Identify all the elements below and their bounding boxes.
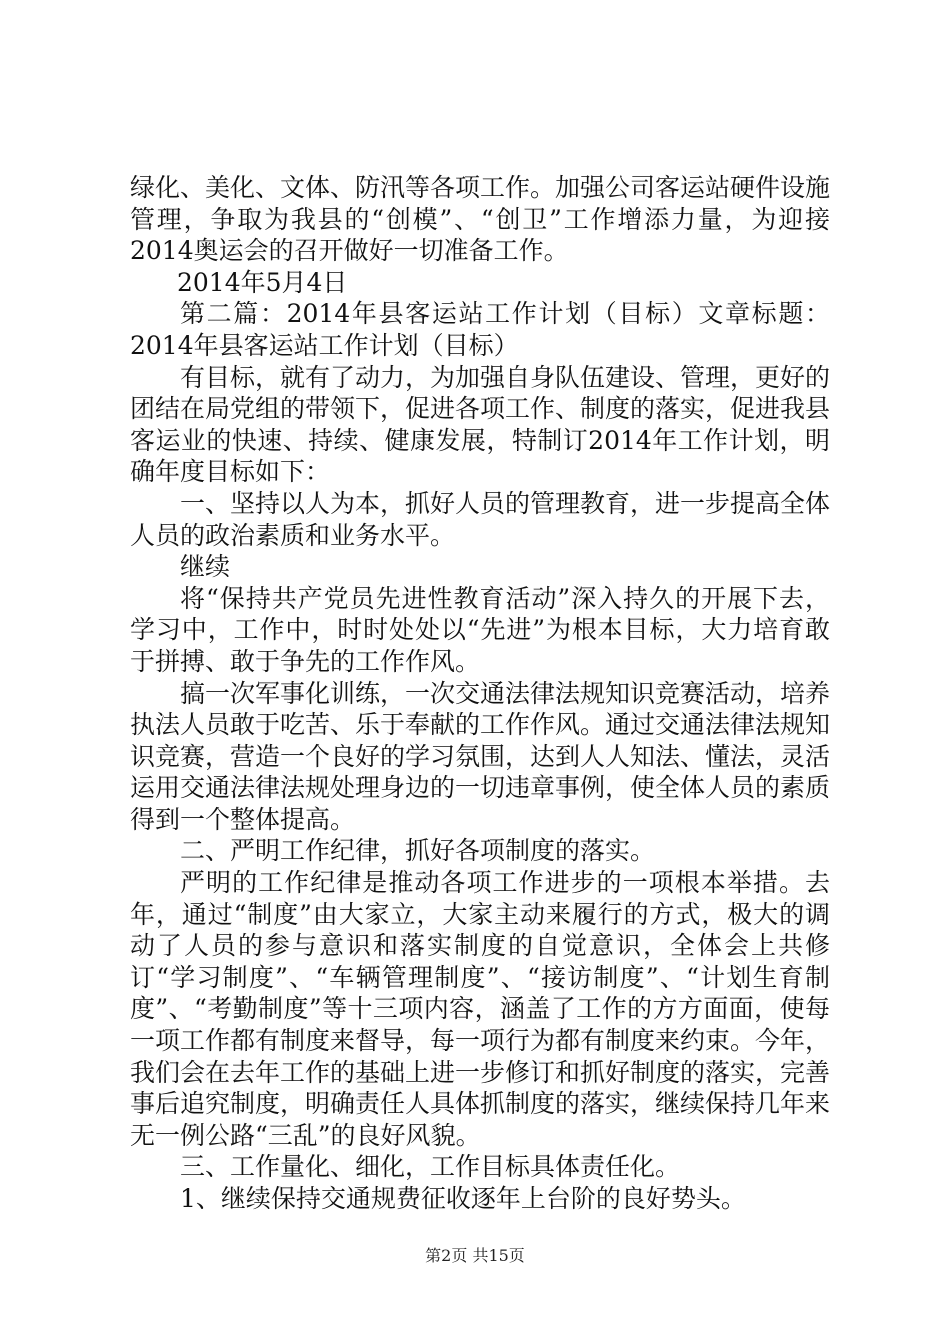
paragraph-training: 搞一次军事化训练，一次交通法律法规知识竞赛活动，培养执法人员敢于吃苦、乐于奉献的工作作风。通过交通法律法规知识竞赛，营造一个良好的学习氛围，达到人人知法、懂法，灵活运用交通法律法规处理身边的一切违章事例，使全体人员的素质得到一个整体提高。	[130, 678, 831, 834]
page-number-footer: 第2页 共15页	[425, 1246, 525, 1265]
heading-item-2: 二、严明工作纪律，抓好各项制度的落实。	[180, 836, 656, 866]
paragraph-discipline: 严明的工作纪律是推动各项工作进步的一项根本举措。去年，通过“制度”由大家立，大家主动来履行的方式，极大的调动了人员的参与意识和落实制度的自觉意识，全体会上共修订“学习制度”、“车辆管理制度”、“接访制度”、“计划生育制度”、“考勤制度”等十三项内容，涵盖了工作的方方面面，使每一项工作都有制度来督导，每一项行为都有制度来约束。今年，我们会在去年工作的基础上进一步修订和抓好制度的落实，完善事后追究制度，明确责任人具体抓制度的落实，继续保持几年来无一例公路“三乱”的良好风貌。	[130, 868, 831, 1150]
date-line: 2014年5月4日	[177, 267, 348, 297]
paragraph-continue-word: 继续	[180, 552, 231, 582]
paragraph-education: 将“保持共产党员先进性教育活动”深入持久的开展下去，学习中，工作中，时时处处以“先进”为根本目标，大力培育敢于拼搏、敢于争先的工作作风。	[130, 583, 830, 676]
paragraph-continued: 绿化、美化、文体、防汛等各项工作。加强公司客运站硬件设施管理，争取为我县的“创模”、“创卫”工作增添力量，为迎接2014奥运会的召开做好一切准备工作。	[130, 173, 831, 266]
heading-item-3: 三、工作量化、细化，工作目标具体责任化。	[180, 1152, 681, 1182]
paragraph-intro: 有目标，就有了动力，为加强自身队伍建设、管理，更好的团结在局党组的带领下，促进各项工作、制度的落实，促进我县客运业的快速、持续、健康发展，特制订2014年工作计划，明确年度目标如下：	[130, 362, 831, 487]
document-body	[130, 172, 830, 1215]
section-heading: 第二篇：2014年县客运站工作计划（目标）文章标题：2014年县客运站工作计划（目标）	[130, 299, 830, 360]
paragraph-subitem-1: 1、继续保持交通规费征收逐年上台阶的良好势头。	[180, 1184, 746, 1213]
heading-item-1: 一、坚持以人为本，抓好人员的管理教育，进一步提高全体人员的政治素质和业务水平。	[130, 488, 831, 550]
